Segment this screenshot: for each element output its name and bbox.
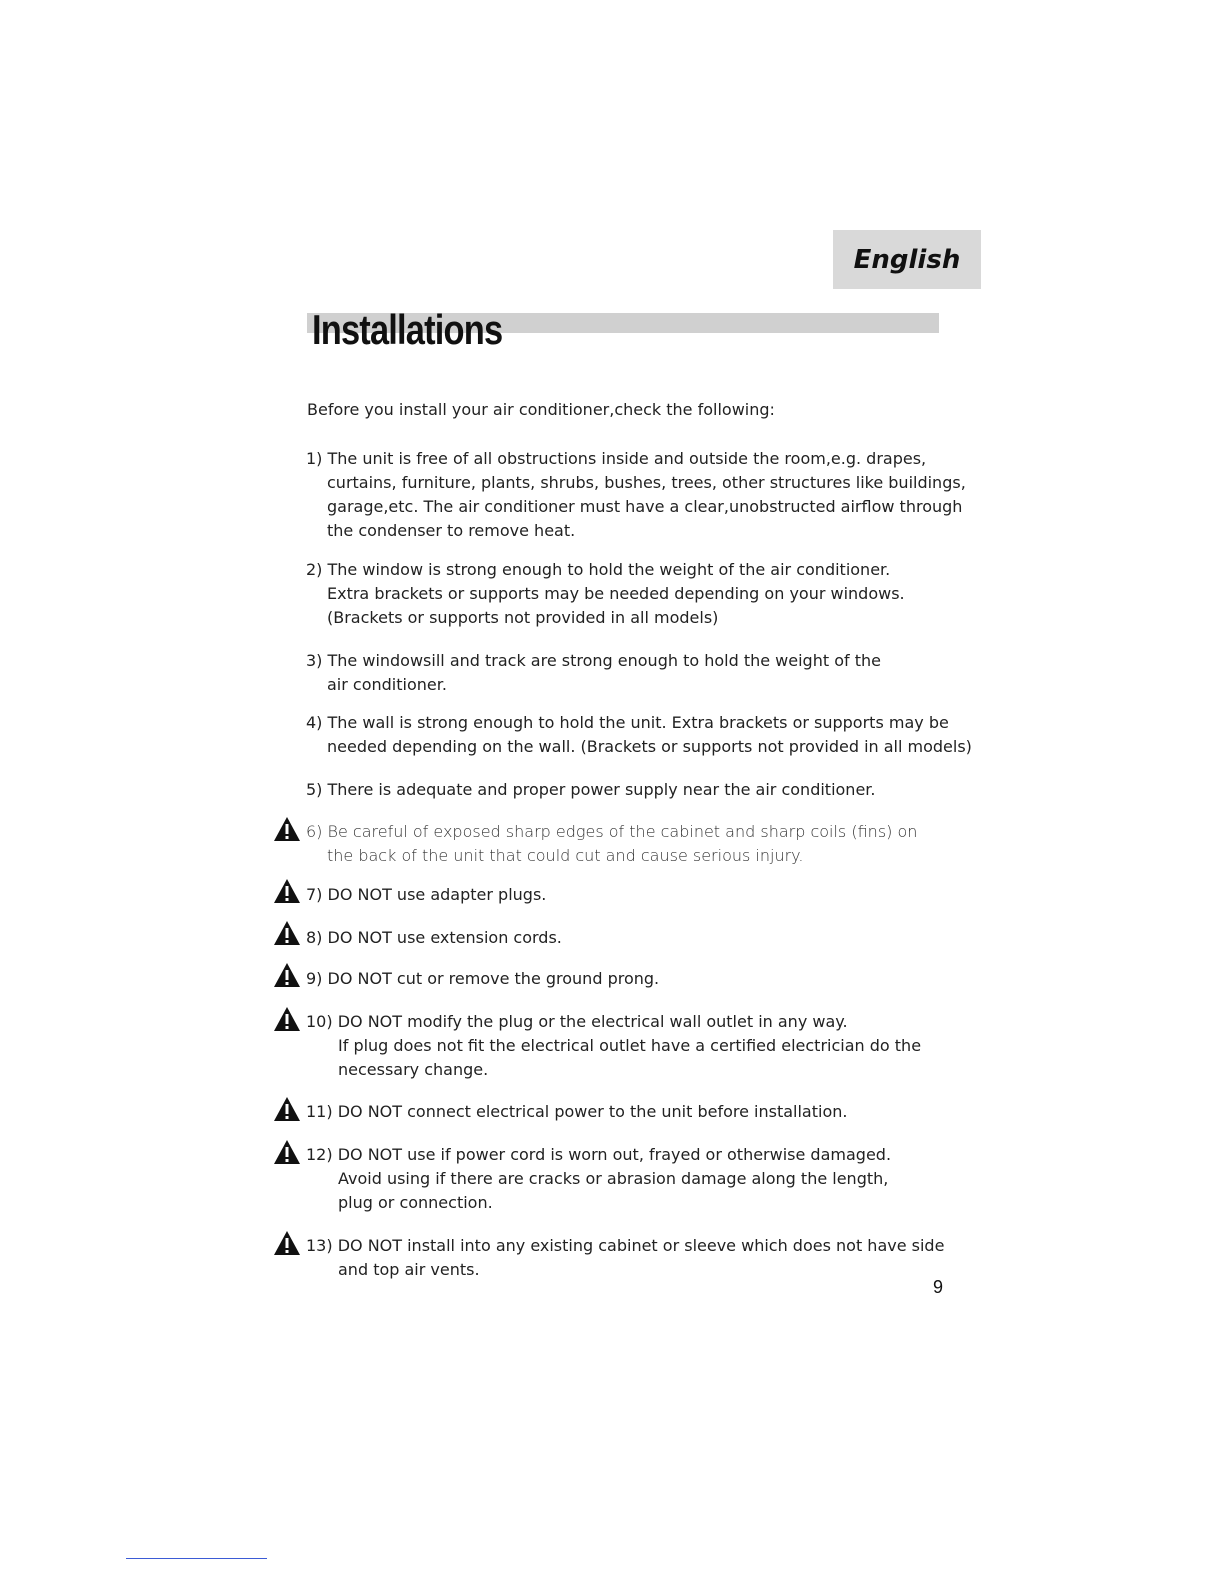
item-line: curtains, furniture, plants, shrubs, bushes, trees, other structures like buildings,: [327, 473, 966, 492]
item-line: 11) DO NOT connect electrical power to the unit before installation.: [306, 1102, 848, 1121]
item-line: 10) DO NOT modify the plug or the electrical wall outlet in any way.: [306, 1012, 848, 1031]
item-line: the back of the unit that could cut and cause serious injury.: [327, 846, 804, 865]
item-line: air conditioner.: [327, 675, 447, 694]
warning-icon: [273, 1006, 301, 1032]
item-line: Avoid using if there are cracks or abrasion damage along the length,: [338, 1169, 889, 1188]
item-line: 12) DO NOT use if power cord is worn out, frayed or otherwise damaged.: [306, 1145, 892, 1164]
warning-icon: [273, 1230, 301, 1256]
item-line: 9) DO NOT cut or remove the ground prong.: [306, 969, 660, 988]
list-item-13: [306, 1234, 946, 1282]
section-title: Installations: [312, 306, 503, 353]
list-item-6: [306, 820, 946, 868]
list-item-3: [306, 649, 946, 697]
warning-icon: [273, 920, 301, 946]
page-number: 9: [933, 1277, 944, 1297]
list-item-10: [306, 1010, 946, 1082]
item-line: (Brackets or supports not provided in all models): [327, 608, 719, 627]
list-item-1: [306, 447, 966, 543]
list-item-7: [306, 883, 946, 907]
item-line: 5) There is adequate and proper power supply near the air conditioner.: [306, 780, 876, 799]
intro-text: Before you install your air conditioner,check the following:: [307, 400, 775, 419]
item-line: 6) Be careful of exposed sharp edges of the cabinet and sharp coils (fins) on: [306, 822, 918, 841]
item-line: If plug does not fit the electrical outlet have a certified electrician do the: [338, 1036, 922, 1055]
list-item-12: [306, 1143, 946, 1215]
item-line: and top air vents.: [338, 1260, 480, 1279]
list-item-4: [306, 711, 972, 759]
item-line: plug or connection.: [338, 1193, 493, 1212]
item-line: the condenser to remove heat.: [327, 521, 576, 540]
item-line: 1) The unit is free of all obstructions inside and outside the room,e.g. drapes,: [306, 449, 927, 468]
item-line: 3) The windowsill and track are strong enough to hold the weight of the: [306, 651, 881, 670]
footer-divider: [126, 1558, 267, 1559]
warning-icon: [273, 962, 301, 988]
item-line: 4) The wall is strong enough to hold the unit. Extra brackets or supports may be: [306, 713, 949, 732]
language-tab: English: [833, 230, 981, 289]
item-line: garage,etc. The air conditioner must have a clear,unobstructed airflow through: [327, 497, 963, 516]
item-line: 8) DO NOT use extension cords.: [306, 928, 562, 947]
warning-icon: [273, 878, 301, 904]
item-line: needed depending on the wall. (Brackets or supports not provided in all models): [327, 737, 972, 756]
warning-icon: [273, 1139, 301, 1165]
list-item-2: [306, 558, 946, 630]
list-item-5: [306, 778, 946, 802]
list-item-11: [306, 1100, 946, 1124]
warning-icon: [273, 1096, 301, 1122]
list-item-9: [306, 967, 946, 991]
item-line: Extra brackets or supports may be needed depending on your windows.: [327, 584, 905, 603]
item-line: necessary change.: [338, 1060, 489, 1079]
warning-icon: [273, 816, 301, 842]
item-line: 7) DO NOT use adapter plugs.: [306, 885, 547, 904]
item-line: 13) DO NOT install into any existing cabinet or sleeve which does not have side: [306, 1236, 945, 1255]
item-line: 2) The window is strong enough to hold the weight of the air conditioner.: [306, 560, 891, 579]
list-item-8: [306, 926, 946, 950]
